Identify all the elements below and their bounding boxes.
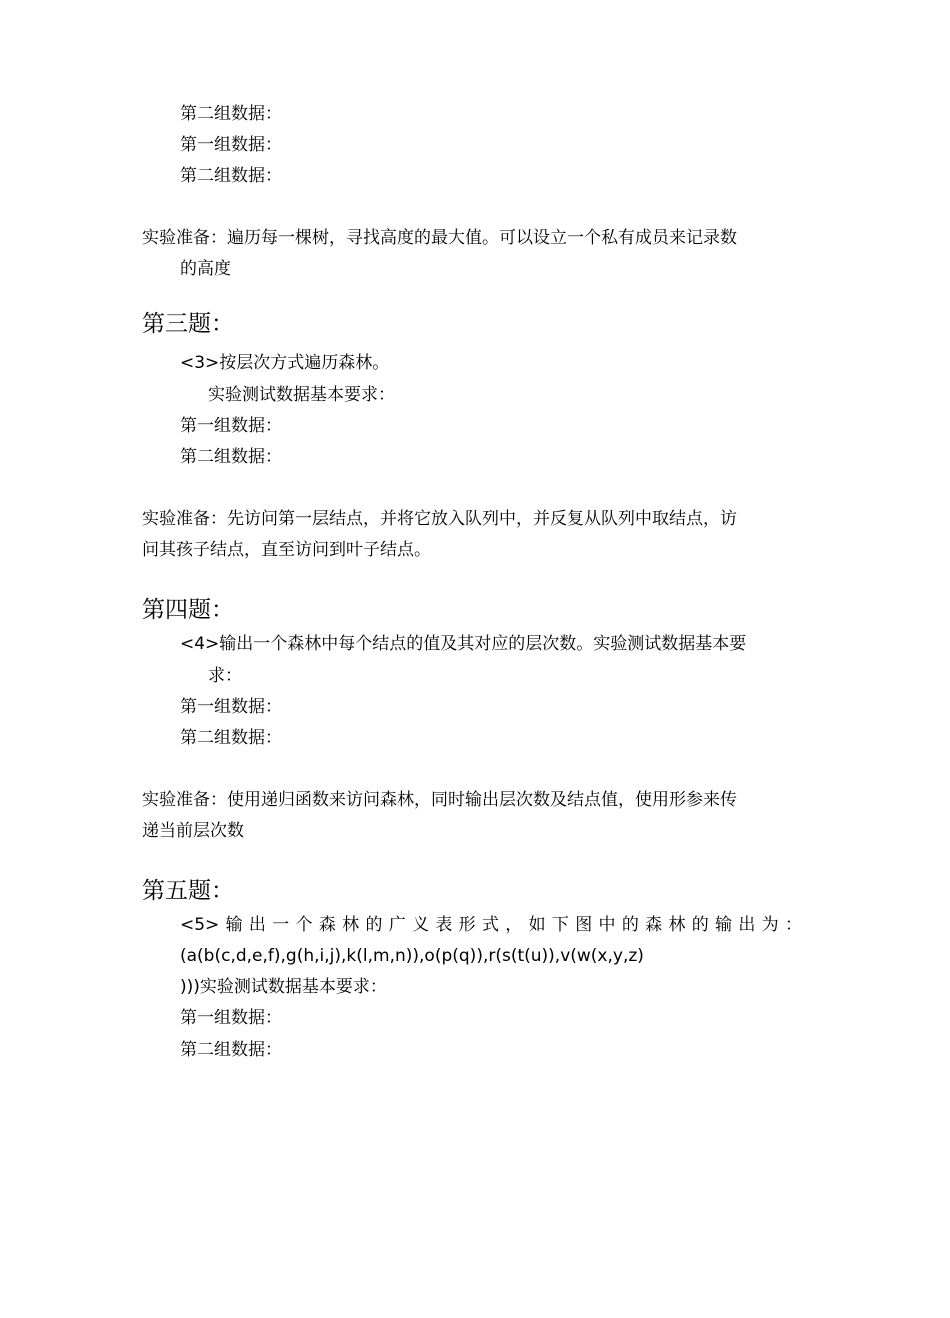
question-5-text-line1: <5>输出一个森林的广义表形式，如下图中的森林的输出为：: [180, 915, 802, 935]
data-group-2-label: 第二组数据：: [180, 166, 282, 186]
question-5-forest-expression: (a(b(c,d,e,f),g(h,i,j),k(l,m,n)),o(p(q)),r(s(t(u)),v(w(x,y,z): [180, 946, 644, 966]
question-4-text-line2: 求：: [208, 666, 242, 686]
experiment-prep-q2-line2: 的高度: [180, 259, 231, 279]
experiment-prep-q3-line1: 实验准备：先访问第一层结点，并将它放入队列中，并反复从队列中取结点，访: [142, 509, 737, 529]
question-3-requirement: 实验测试数据基本要求：: [208, 385, 395, 405]
data-group-2-label: 第二组数据：: [180, 728, 282, 748]
question-5-heading: 第五题：: [142, 878, 234, 904]
question-3-heading: 第三题：: [142, 311, 234, 337]
experiment-prep-q4-line1: 实验准备：使用递归函数来访问森林，同时输出层次数及结点值，使用形参来传: [142, 790, 737, 810]
question-4-text-line1: <4>输出一个森林中每个结点的值及其对应的层次数。实验测试数据基本要: [180, 634, 747, 654]
data-group-2-label: 第二组数据：: [180, 104, 282, 124]
experiment-prep-q4-line2: 递当前层次数: [142, 821, 244, 841]
data-group-2-label: 第二组数据：: [180, 1040, 282, 1060]
experiment-prep-q2-line1: 实验准备：遍历每一棵树，寻找高度的最大值。可以设立一个私有成员来记录数: [142, 228, 737, 248]
data-group-1-label: 第一组数据：: [180, 697, 282, 717]
data-group-1-label: 第一组数据：: [180, 1008, 282, 1028]
question-4-heading: 第四题：: [142, 597, 234, 623]
experiment-prep-q3-line2: 问其孩子结点，直至访问到叶子结点。: [142, 540, 431, 560]
question-3-text: <3>按层次方式遍历森林。: [180, 353, 390, 373]
data-group-2-label: 第二组数据：: [180, 447, 282, 467]
data-group-1-label: 第一组数据：: [180, 416, 282, 436]
question-5-text-line3: )))实验测试数据基本要求：: [180, 977, 387, 997]
data-group-1-label: 第一组数据：: [180, 135, 282, 155]
